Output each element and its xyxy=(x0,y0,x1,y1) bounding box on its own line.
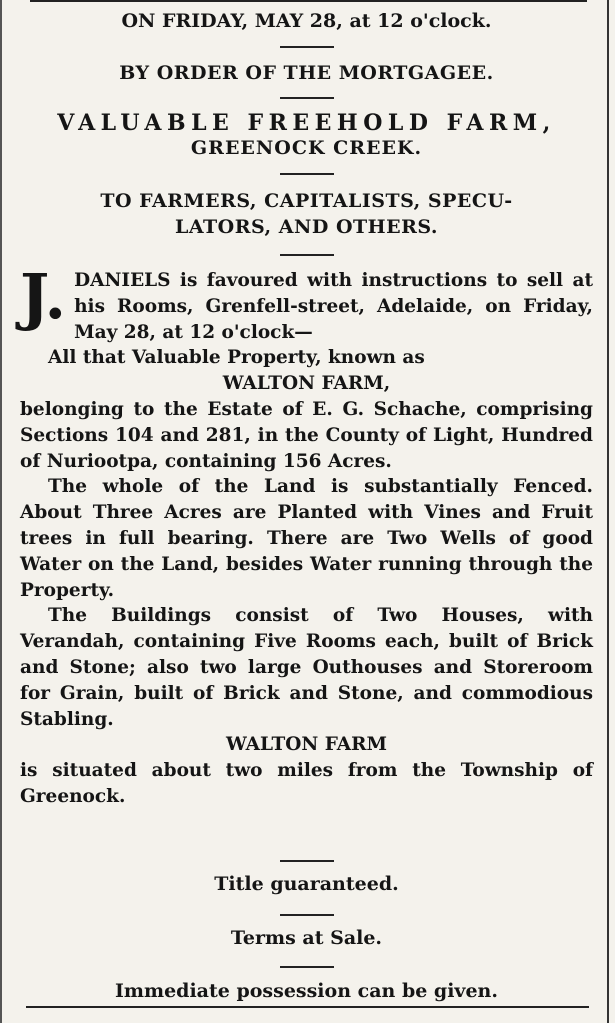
divider-2 xyxy=(280,97,334,99)
audience-heading xyxy=(20,188,593,240)
page-left-edge xyxy=(0,0,2,1023)
divider-3 xyxy=(280,173,334,175)
property-description: belonging to the Estate of E. G. Schache, comprising Sections 104 and 281, in the County of Light, Hundred of Nuriootpa, containing 156 Acres. xyxy=(20,398,593,472)
divider-6 xyxy=(280,914,334,916)
farm-name-repeat: WALTON FARM xyxy=(226,734,387,756)
property-intro: All that Valuable Property, known as xyxy=(48,347,425,369)
audience-line-1: TO FARMERS, CAPITALISTS, SPECU- xyxy=(100,190,513,212)
title-note: Title guaranteed. xyxy=(214,873,399,895)
possession-note: Immediate possession can be given. xyxy=(115,980,498,1002)
top-rule xyxy=(30,0,587,2)
intro-paragraph xyxy=(20,260,593,345)
divider-4 xyxy=(280,254,334,256)
order-line: BY ORDER OF THE MORTGAGEE. xyxy=(119,62,494,84)
terms-note: Terms at Sale. xyxy=(230,927,383,949)
divider-5 xyxy=(280,860,334,862)
intro-text: DANIELS is favoured with instructions to sell at his Rooms, Grenfell-street, Adelaide, on Friday, May 28, at 12 o'clock— xyxy=(74,270,593,343)
farm-name: WALTON FARM, xyxy=(222,373,391,395)
audience-line-2: LATORS, AND OTHERS. xyxy=(174,216,439,238)
buildings-paragraph: The Buildings consist of Two Houses, with Verandah, containing Five Rooms each, built of Brick and Stone; also two large Outhouses and Storeroom for Grain, built of Brick and Stone, and commodious Stabling. xyxy=(20,605,593,730)
sale-date-line: ON FRIDAY, MAY 28, at 12 o'clock. xyxy=(121,10,492,32)
divider-1 xyxy=(280,46,334,48)
situation-paragraph: is situated about two miles from the Township of Greenock. xyxy=(20,760,593,807)
column-rule xyxy=(607,0,609,1023)
location-line: GREENOCK CREEK. xyxy=(190,137,423,159)
divider-7 xyxy=(280,966,334,968)
advertisement-body xyxy=(20,260,593,810)
land-paragraph: The whole of the Land is substantially Fenced. About Three Acres are Planted with Vines and Fruit trees in full bearing. There are Two Wells of good Water on the Land, besides Water running through the Property. xyxy=(20,476,593,601)
farm-headline: VALUABLE FREEHOLD FARM, xyxy=(57,110,556,136)
bottom-rule xyxy=(26,1006,589,1008)
drop-cap: J. xyxy=(20,260,67,333)
